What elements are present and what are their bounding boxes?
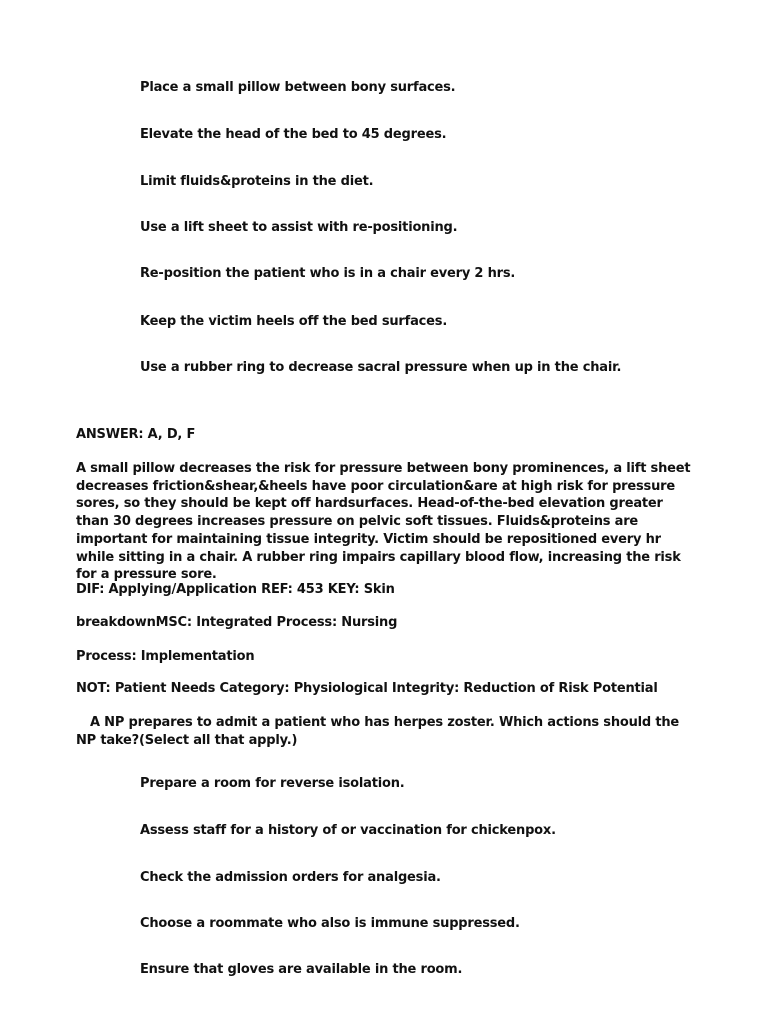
answer-line: ANSWER: A, D, F <box>76 427 196 442</box>
q2-option-c: Check the admission orders for analgesia. <box>140 870 441 885</box>
msc-line: breakdownMSC: Integrated Process: Nursing <box>76 615 398 630</box>
q1-option-b: Elevate the head of the bed to 45 degrees. <box>140 127 447 142</box>
q2-option-e: Ensure that gloves are available in the room. <box>140 962 463 977</box>
q1-option-c: Limit fluids&proteins in the diet. <box>140 174 374 189</box>
question-2-stem: A NP prepares to admit a patient who has herpes zoster. Which actions should the NP take?(Select all that apply.) <box>76 715 680 748</box>
q2-option-d: Choose a roommate who also is immune suppressed. <box>140 916 520 931</box>
not-line: NOT: Patient Needs Category: Physiological Integrity: Reduction of Risk Potential <box>76 681 658 696</box>
q1-option-d: Use a lift sheet to assist with re-positioning. <box>140 220 458 235</box>
q2-option-a: Prepare a room for reverse isolation. <box>140 776 405 791</box>
dif-ref-key-line: DIF: Applying/Application REF: 453 KEY: Skin <box>76 582 395 597</box>
q1-option-g: Use a rubber ring to decrease sacral pressure when up in the chair. <box>140 360 622 375</box>
rationale-paragraph: A small pillow decreases the risk for pressure between bony prominences, a lift sheet decreases friction&shear,&heels have poor circulation&are at high risk for pressure sores, so they should be kept off hardsurfaces. Head-of-the-bed elevation greater than 30 degrees increases pressure on pelvic soft tissues. Fluids&proteins are important for maintaining tissue integrity. Victim should be repositioned every hr while sitting in a chair. A rubber ring impairs capillary blood flow, increasing the risk for a pressure sore. <box>76 461 691 583</box>
q1-option-a: Place a small pillow between bony surfaces. <box>140 80 456 95</box>
q2-option-b: Assess staff for a history of or vaccination for chickenpox. <box>140 823 556 838</box>
q1-option-e: Re-position the patient who is in a chair every 2 hrs. <box>140 266 516 281</box>
q1-option-f: Keep the victim heels off the bed surfaces. <box>140 314 448 329</box>
process-line: Process: Implementation <box>76 649 255 664</box>
